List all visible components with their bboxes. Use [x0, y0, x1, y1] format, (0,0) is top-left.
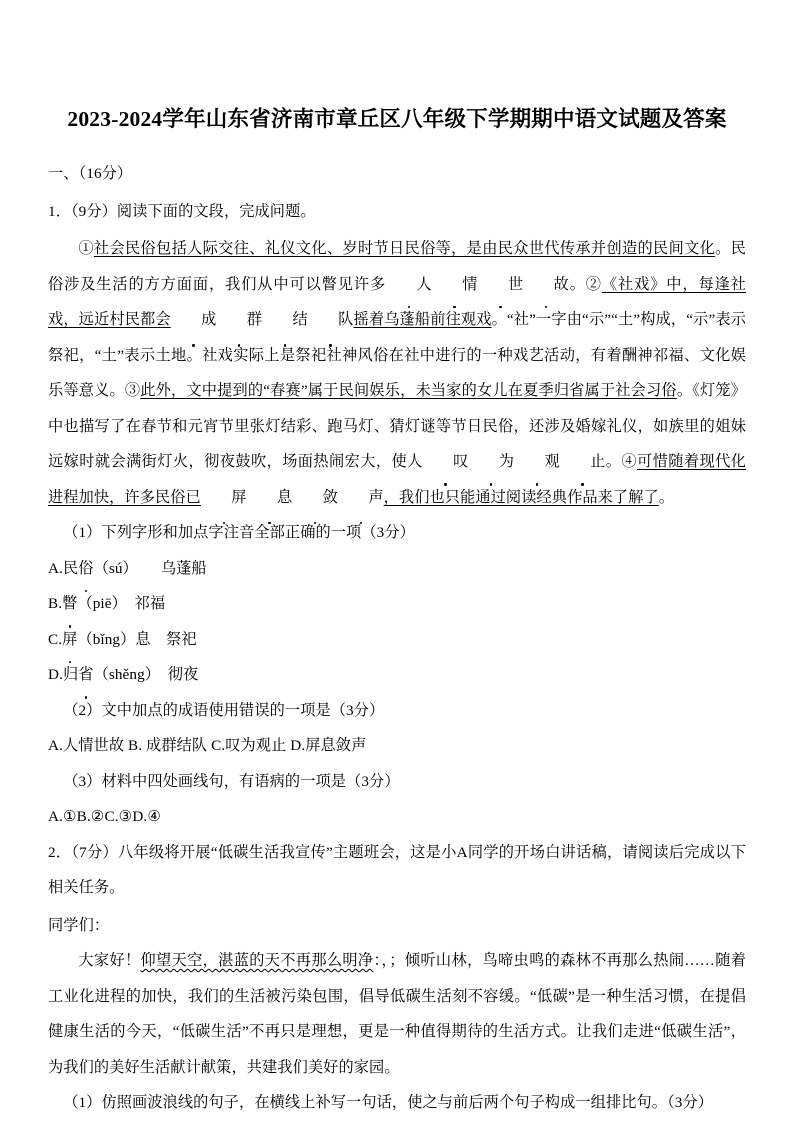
passage-marker-4: ④ [621, 453, 638, 470]
question-1-1-option-b[interactable] [48, 586, 746, 622]
option-word-d: 彻夜 [167, 666, 199, 683]
option-spacer-b [119, 595, 134, 612]
passage-punct-1: 。 [568, 275, 586, 293]
question-1-3-options[interactable]: A.①B.②C.③D.④ [48, 808, 162, 825]
question-2-stem: 2．（7分）八年级将开展“低碳生活我宣传”主题班会，这是小A同学的开场白讲话稿，请阅读后完成以下相关任务。 [48, 843, 746, 896]
page-title: 2023-2024学年山东省济南市章丘区八年级下学期期中语文试题及答案 [67, 107, 727, 131]
option-pre-d: 归 [62, 666, 79, 683]
speech-body [48, 943, 746, 1085]
option-post-b: （piē） [77, 595, 120, 612]
option-post-c: （bǐng）息 [77, 630, 151, 648]
document-content [48, 96, 746, 1121]
option-label-a: A. [48, 559, 63, 577]
question-1-2-stem: （2）文中加点的成语使用错误的一项是（3分） [63, 701, 385, 719]
option-spacer-d [152, 666, 167, 683]
question-1-1-option-d[interactable] [48, 657, 746, 693]
passage-underline-4a: 可惜随着现代化进程加快，许多民俗已 [48, 453, 747, 506]
passage-marker-1: ① [78, 240, 94, 257]
option-pre-a: 民 [62, 559, 79, 577]
option-word-a: 乌蓬船 [160, 559, 207, 577]
question-1-2-options[interactable]: A.人情世故 B. 成群结队 C.叹为观止 D.屏息敛声 [48, 737, 367, 754]
question-1-passage [48, 231, 746, 515]
option-word-c: 祭祀 [166, 630, 197, 648]
passage-underline-2b: 摇着乌蓬船前往观戏 [353, 311, 492, 328]
emphasis-idiom-2: 成 群 结 队 [171, 311, 354, 328]
passage-text-1: 。民俗涉及生活的方方面面，我们从中可以瞥见许多 [48, 240, 746, 293]
passage-punct-2: 。 [605, 453, 622, 470]
passage-text-3: 。《灯笼》中也描写了在春节和元宵节里张灯结彩、跑马灯、猜灯谜等节日民俗，还涉及婚嫁礼仪，如族里的姐妹远嫁时就会满街灯火，彻夜鼓吹，场面热闹宏大，使人 [48, 382, 746, 470]
passage-punct-3: 。 [658, 488, 675, 506]
speech-wavy-underlined: 仰望天空，湛蓝的天不再那么明净 [140, 952, 374, 969]
option-post-d: （shěng） [93, 666, 153, 683]
emphasis-idiom-4: 屏 息 敛 声 [201, 489, 384, 506]
option-word-b: 祁福 [134, 595, 166, 612]
passage-underline-4b: ，我们也只能通过阅读经典作品来了解了 [383, 488, 659, 506]
speech-remainder: 倾听山林，鸟啼虫鸣的森林不再那么热闹……随着工业化进程的加快，我们的生活被污染包围，倡导低碳生活刻不容缓。“低碳”是一种生活习惯，在提倡健康生活的今天，“低碳生活”不再只是理想，更是一种值得期待的生活方式。让我们走进“低碳生活”，为我们的美好生活献计献策，共建我们美好的家园。 [48, 952, 747, 1076]
option-dotted-b: 瞥 [62, 586, 77, 622]
option-label-c: C. [48, 630, 63, 648]
option-dotted-c: 屏 [62, 622, 77, 658]
question-1-1-option-c[interactable] [48, 622, 746, 658]
passage-marker-3: ③ [124, 382, 141, 399]
question-1-1-option-a[interactable] [48, 551, 746, 587]
passage-underline-3: 此外，文中提到的“春赛”属于民间娱乐，未当家的女儿在夏季归省属于社会习俗 [140, 382, 677, 399]
question-1-3-stem: （3）材料中四处画线句，有语病的一项是（3分） [63, 772, 400, 790]
emphasis-idiom-1: 人 情 世 故 [386, 276, 569, 293]
emphasis-idiom-3: 叹 为 观 止 [423, 453, 606, 470]
speech-salutation: 同学们： [48, 916, 110, 934]
passage-marker-2: ② [585, 275, 602, 293]
passage-underline-2a: 《社戏》中，每逢社戏，远近村民都会 [48, 275, 746, 328]
option-label-b: B. [48, 595, 63, 612]
question-2-1-stem: （1）仿照画波浪线的句子，在横线上补写一句话，使之与前后两个句子构成一组排比句。（3分） [63, 1094, 714, 1111]
speech-blank-marks: ：，； [373, 952, 405, 969]
option-spacer-c [151, 631, 166, 648]
option-spacer-a [130, 560, 161, 577]
option-label-d: D. [48, 666, 63, 683]
section-heading: 一、（16分） [48, 165, 133, 182]
passage-underline-1: 社会民俗包括人际交往、礼仪文化、岁时节日民俗等，是由民众世代传承并创造的民间文化 [93, 240, 716, 257]
passage-text-2: 。“社”一字由“示”“土”构成，“示”表示祭祀，“土”表示土地。社戏实际上是祭祀社神风俗在社中进行的一种戏艺活动，有着酬神祁福、文化娱乐等意义。 [48, 311, 747, 399]
option-dotted-a: 俗 [78, 551, 93, 587]
question-1-1-stem: （1）下列字形和加点字注音全部正确的一项（3分） [63, 524, 415, 541]
speech-lead: 大家好！ [78, 952, 141, 969]
option-post-a: （sú） [93, 559, 131, 577]
option-dotted-d: 省 [78, 657, 93, 693]
question-1-stem: 1．（9分）阅读下面的文段，完成问题。 [48, 202, 316, 220]
